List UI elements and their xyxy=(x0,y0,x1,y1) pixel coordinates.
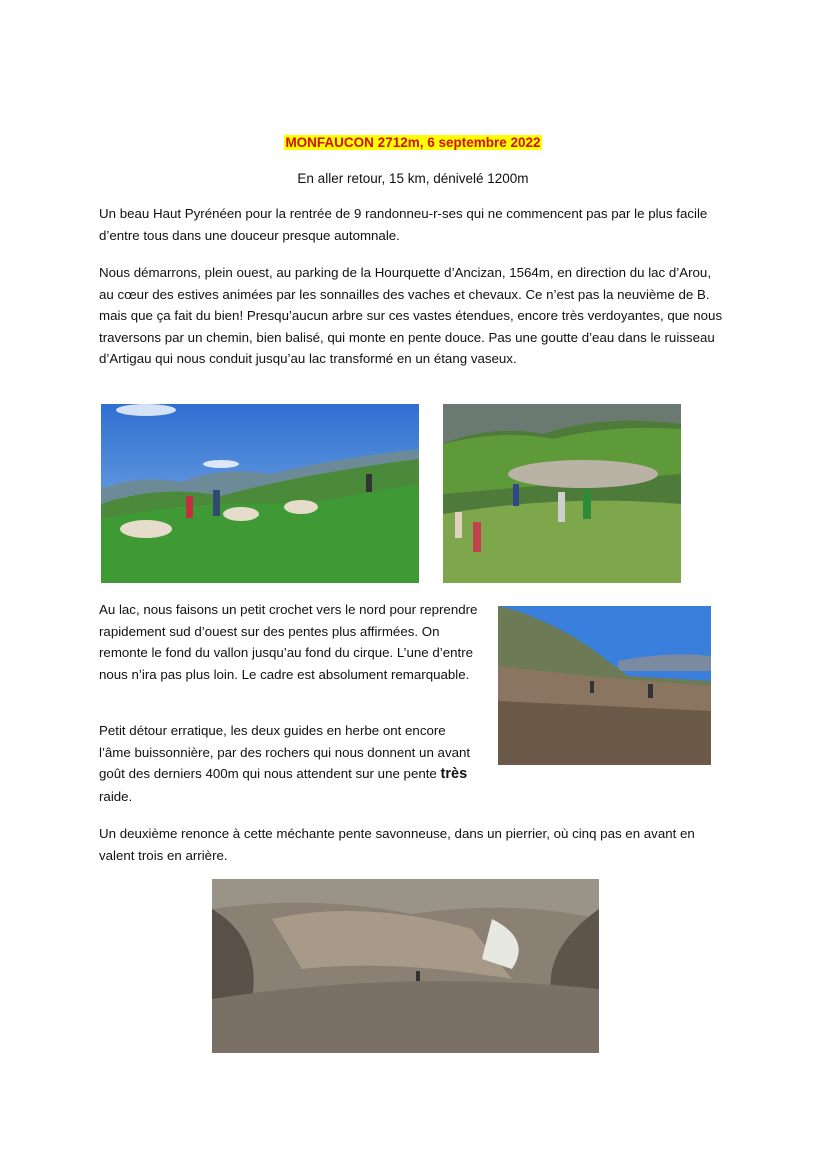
paragraph-scree: Un deuxième renonce à cette méchante pente savonneuse, dans un pierrier, où cinq pas en avant en valent trois en arrière. xyxy=(99,826,695,863)
photo-rocky-slope xyxy=(498,606,711,765)
document-subtitle: En aller retour, 15 km, dénivelé 1200m xyxy=(297,171,529,186)
paragraph-lake: Au lac, nous faisons un petit crochet vers le nord pour reprendre rapidement sud d’ouest sur des pentes plus affirmées. On remonte le fond du vallon jusqu’au fond du cirque. L’une d’entre nous n’ira pas plus loin. Le cadre est absolument remarquable. xyxy=(99,602,478,682)
paragraph-detour: Petit détour erratique, les deux guides en herbe ont encore l’âme buissonnière, par des rochers qui nous donnent un avant goût des derniers 400m qui nous attendent sur une pente très raide. xyxy=(99,723,471,804)
photo-scree-cirque xyxy=(212,879,599,1053)
photo-hikers-lake xyxy=(443,404,681,583)
paragraph-departure: Nous démarrons, plein ouest, au parking de la Hourquette d’Ancizan, 1564m, en direction du lac d’Arou, au cœur des estives animées par les sonnailles des vaches et chevaux. Ce n’est pas la neuvième de B. mais que ça fait du bien! Presqu’aucun arbre sur ces vastes étendues, encore très verdoyantes, que nous traversons par un chemin, bien balisé, qui monte en pente douce. Pas une goutte d’eau dans le ruisseau d’Artigau qui nous conduit jusqu’au lac transformé en un étang vaseux. xyxy=(99,265,723,366)
photo-meadow-cows xyxy=(101,404,419,583)
document-title: MONFAUCON 2712m, 6 septembre 2022 xyxy=(285,135,541,150)
paragraph-intro: Un beau Haut Pyrénéen pour la rentrée de 9 randonneu-r-ses qui ne commencent pas par le plus facile d’entre tous dans une douceur presque automnale. xyxy=(99,206,708,243)
